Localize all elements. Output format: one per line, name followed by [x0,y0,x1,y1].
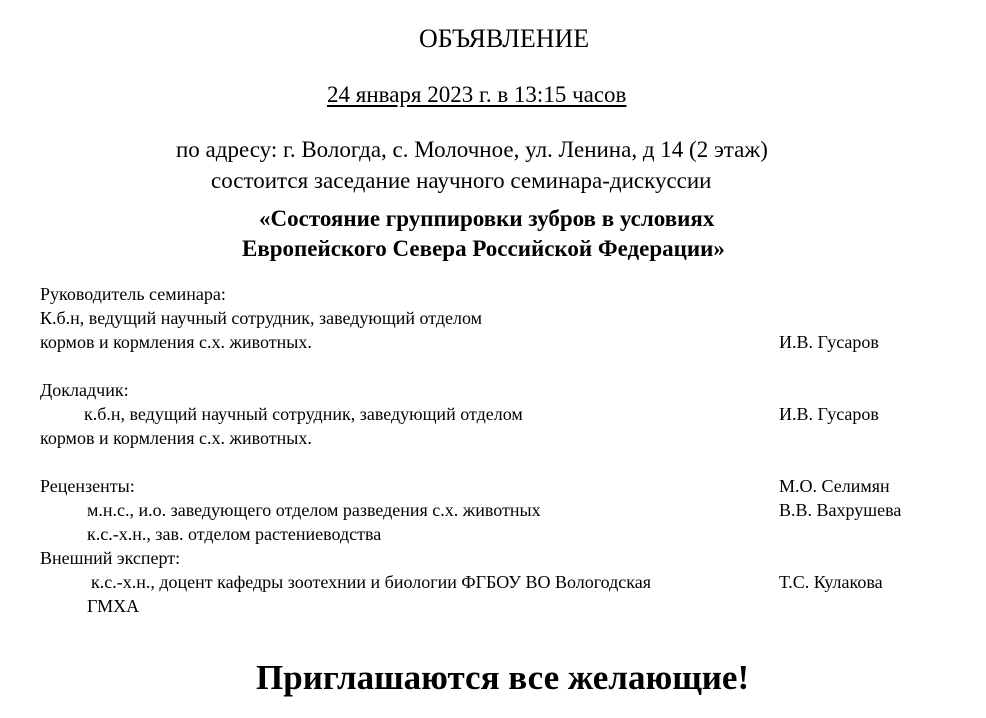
expert-name: Т.С. Кулакова [779,572,883,592]
event-date: 24 января 2023 г. в 13:15 часов [327,82,627,107]
announcement-title: ОБЪЯВЛЕНИЕ [419,24,590,53]
expert-position-line-2: ГМХА [87,596,140,616]
expert-position-line-1: к.с.-х.н., доцент кафедры зоотехнии и биологии ФГБОУ ВО Вологодская [91,572,652,592]
reviewer-2-name: В.В. Вахрушева [779,500,902,520]
reviewer-1-position: м.н.с., и.о. заведующего отделом разведения с.х. животных [87,500,541,520]
speaker-heading: Докладчик: [40,380,129,400]
leader-position-line-1: К.б.н, ведущий научный сотрудник, заведующий отделом [40,308,483,328]
reviewers-heading: Рецензенты: [40,476,135,496]
invitation-text: Приглашаются все желающие! [256,658,750,697]
leader-heading: Руководитель семинара: [40,284,226,304]
event-description: состоится заседание научного семинара-дискуссии [211,168,712,193]
leader-position-line-2: кормов и кормления с.х. животных. [40,332,312,352]
reviewer-1-name: М.О. Селимян [779,476,890,496]
event-address: по адресу: г. Вологда, с. Молочное, ул. Ленина, д 14 (2 этаж) [176,137,768,162]
seminar-topic-line-1: «Состояние группировки зубров в условиях [259,206,715,231]
reviewer-2-position: к.с.-х.н., зав. отделом растениеводства [87,524,382,544]
speaker-position-line-1: к.б.н, ведущий научный сотрудник, заведующий отделом [84,404,523,424]
speaker-name: И.В. Гусаров [779,404,879,424]
leader-name: И.В. Гусаров [779,332,879,352]
expert-heading: Внешний эксперт: [40,548,181,568]
seminar-topic-line-2: Европейского Севера Российской Федерации» [242,236,725,261]
speaker-position-line-2: кормов и кормления с.х. животных. [40,428,312,448]
